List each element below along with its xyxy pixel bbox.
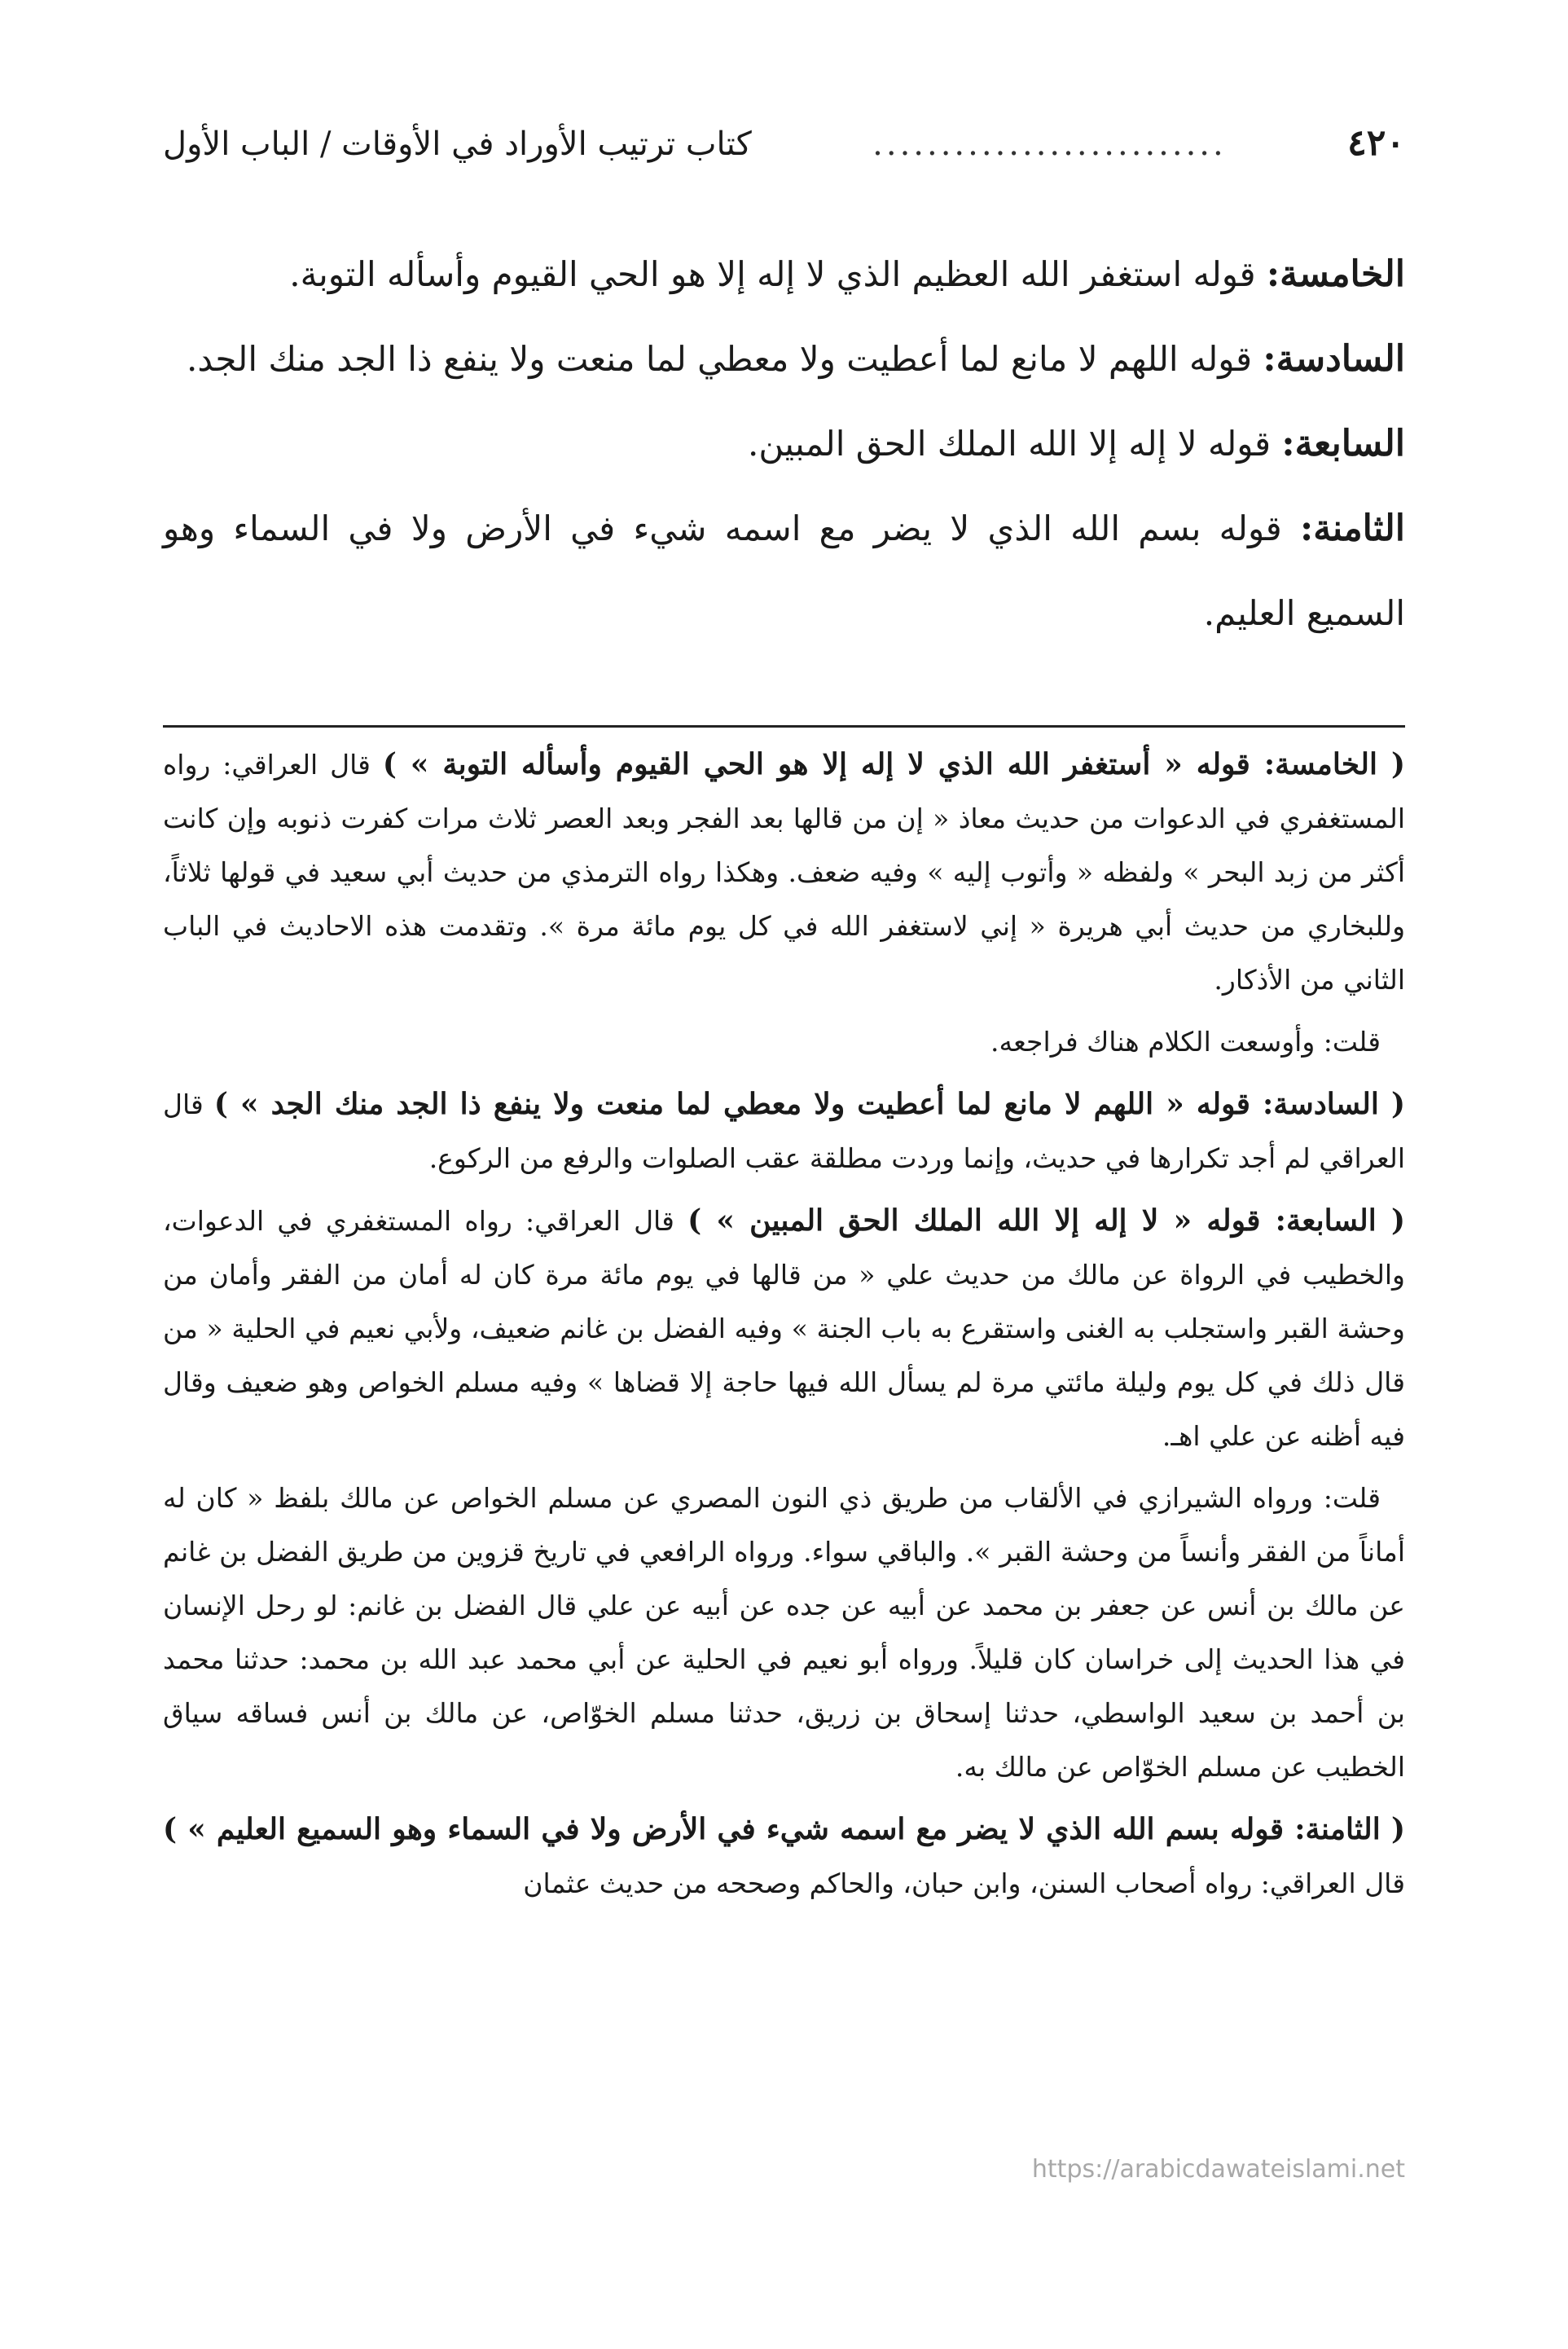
main-body: قوله بسم الله الذي لا يضر مع اسمه شيء في الأرض ولا في السماء وهو السميع العليم.	[163, 508, 1405, 633]
main-body: قوله استغفر الله العظيم الذي لا إله إلا هو الحي القيوم وأسأله التوبة.	[289, 254, 1267, 294]
main-paragraph-sixth	[163, 317, 1405, 402]
commentary-lead: ( السادسة: قوله « اللهم لا مانع لما أعطيت ولا معطي لما منعت ولا ينفع ذا الجد منك الجد » )	[213, 1087, 1405, 1121]
commentary-paragraph	[163, 1802, 1405, 1911]
commentary	[163, 737, 1405, 1919]
commentary-body: قال العراقي: رواه أصحاب السنن، وابن حبان، والحاكم وصححه من حديث عثمان	[523, 1867, 1405, 1899]
main-paragraph-fifth	[163, 232, 1405, 317]
commentary-body: قال العراقي لم أجد تكرارها في حديث، وإنما وردت مطلقة عقب الصلوات والرفع من الركوع.	[163, 1089, 1405, 1174]
footnote-separator	[163, 725, 1405, 728]
commentary-paragraph	[163, 1077, 1405, 1185]
page-number: ٤٢٠	[1347, 122, 1405, 164]
running-title: كتاب ترتيب الأوراد في الأوقات / الباب الأول	[163, 125, 752, 163]
main-lead: السابعة:	[1281, 423, 1405, 464]
main-body: قوله لا إله إلا الله الملك الحق المبين.	[747, 424, 1282, 464]
commentary-body: قلت: ورواه الشيرازي في الألقاب من طريق ذي النون المصري عن مسلم الخواص عن مالك بلفظ « كان له أماناً من الفقر وأنساً من وحشة القبر ». والباقي سواء. ورواه الرافعي في تاريخ قزوين من طريق الفضل بن غانم عن مالك بن أنس عن جعفر بن محمد عن أبيه عن جده عن أبيه عن علي قال الفضل بن غانم: لو رحل الإنسان في هذا الحديث إلى خراسان كان قليلاً. ورواه أبو نعيم في الحلية عن أبي محمد عبد الله بن محمد: حدثنا محمد بن أحمد بن سعيد الواسطي، حدثنا إسحاق بن زريق، حدثنا مسلم الخوّاص، عن مالك بن أنس فساقه سياق الخطيب عن مسلم الخوّاص عن مالك به.	[163, 1482, 1405, 1783]
commentary-lead: ( الخامسة: قوله « أستغفر الله الذي لا إله إلا هو الحي القيوم وأسأله التوبة » )	[382, 747, 1405, 781]
commentary-lead: ( السابعة: قوله « لا إله إلا الله الملك الحق المبين » )	[687, 1203, 1405, 1238]
commentary-lead: ( الثامنة: قوله بسم الله الذي لا يضر مع اسمه شيء في الأرض ولا في السماء وهو السميع العليم » )	[163, 1812, 1405, 1846]
commentary-body: قال العراقي: رواه المستغفري في الدعوات من حديث معاذ « إن من قالها بعد الفجر وبعد العصر ثلاث مرات كفرت ذنوبه وإن كانت أكثر من زبد البحر » ولفظه « وأتوب إليه » وفيه ضعف. وهكذا رواه الترمذي من حديث أبي سعيد في قولها ثلاثاً، وللبخاري من حديث أبي هريرة « إني لاستغفر الله في كل يوم مائة مرة ». وتقدمت هذه الاحاديث في الباب الثاني من الأذكار.	[163, 749, 1405, 996]
main-lead: السادسة:	[1263, 338, 1405, 380]
main-text	[163, 232, 1405, 656]
main-body: قوله اللهم لا مانع لما أعطيت ولا معطي لما منعت ولا ينفع ذا الجد منك الجد.	[187, 339, 1263, 379]
running-header	[163, 122, 1405, 179]
commentary-body: قلت: وأوسعت الكلام هناك فراجعه.	[990, 1026, 1381, 1058]
commentary-paragraph	[163, 1471, 1405, 1794]
commentary-paragraph	[163, 1194, 1405, 1463]
header-leader-dots: ..........................	[872, 125, 1227, 163]
commentary-body: قال العراقي: رواه المستغفري في الدعوات، والخطيب في الرواة عن مالك من حديث علي « من قالها في يوم مائة مرة كان له أمان من الفقر وأمان من وحشة القبر واستجلب به الغنى واستقرع به باب الجنة » وفيه الفضل بن غانم ضعيف، ولأبي نعيم في الحلية « من قال ذلك في كل يوم وليلة مائتي مرة لم يسأل الله فيها حاجة إلا قضاها » وفيه مسلم الخواص وهو ضعيف وقال فيه أظنه عن علي اهـ.	[163, 1205, 1405, 1452]
commentary-paragraph	[163, 1015, 1405, 1069]
commentary-paragraph	[163, 737, 1405, 1007]
watermark-url: https://arabicdawateislami.net	[1031, 2155, 1405, 2184]
main-paragraph-seventh	[163, 402, 1405, 486]
main-lead: الخامسة:	[1266, 253, 1405, 295]
main-paragraph-eighth	[163, 486, 1405, 656]
main-lead: الثامنة:	[1300, 508, 1405, 549]
